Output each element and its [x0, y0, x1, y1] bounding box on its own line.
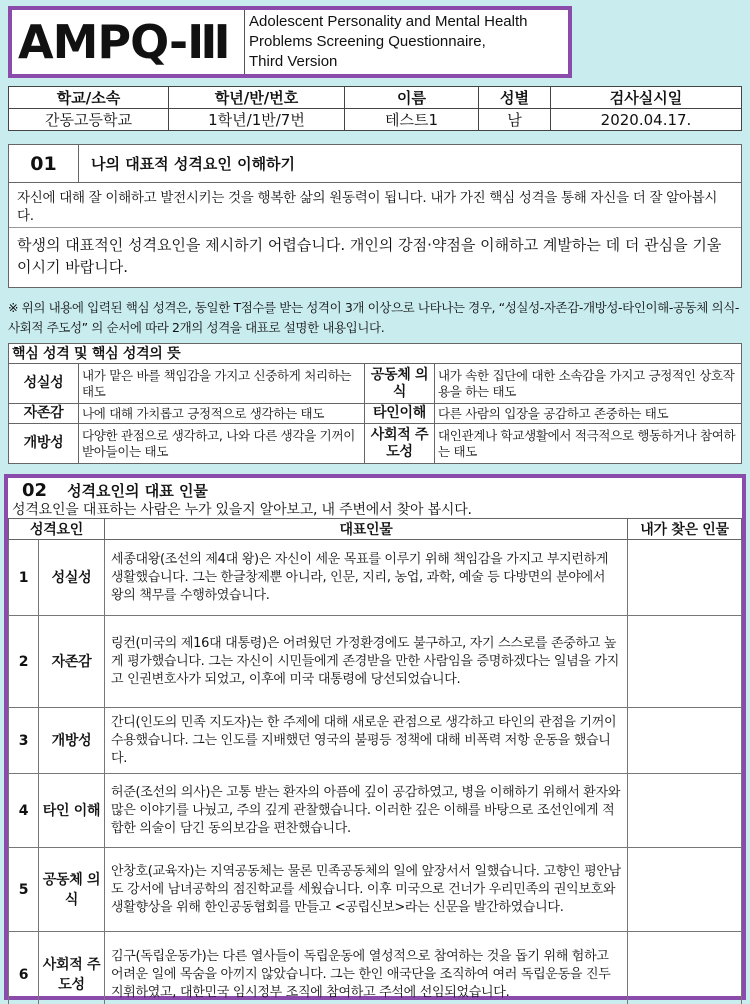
section-01	[8, 144, 742, 288]
section-title: 성격요인의 대표 인물	[67, 481, 208, 500]
row-description: 김구(독립운동가)는 다른 열사들이 독립운동에 열성적으로 참여하는 것을 돕기 위해 험하고 어려운 일에 목숨을 아끼지 않았습니다. 그는 한인 애국단을 조직하여 여러 독립운동을 진두지휘하였고, 대한민국 임시정부 조직에 참여하고 주석에 선임되었습니다.	[105, 932, 628, 1004]
my-person-cell[interactable]	[628, 616, 742, 708]
report-header	[8, 6, 572, 78]
trait-desc: 내가 맡은 바를 책임감을 가지고 신중하게 처리하는 태도	[79, 364, 365, 404]
student-info-table	[8, 86, 742, 131]
row-number: 2	[9, 616, 39, 708]
section-01-intro: 자신에 대해 잘 이해하고 발전시키는 것을 행복한 삶의 원동력이 됩니다. 내가 가진 핵심 성격을 통해 자신을 더 잘 알아봅시다.	[17, 190, 718, 224]
trait-name: 공동체 의식	[365, 364, 435, 404]
core-traits-table	[8, 343, 742, 464]
row-number: 6	[9, 932, 39, 1004]
row-trait: 타인 이해	[39, 774, 105, 848]
trait-desc: 나에 대해 가치롭고 긍정적으로 생각하는 태도	[79, 404, 365, 424]
row-trait: 자존감	[39, 616, 105, 708]
info-header-school: 학교/소속	[9, 87, 169, 109]
subtitle-line: Adolescent Personality and Mental Health	[249, 13, 528, 30]
info-header-class: 학년/반/번호	[169, 87, 345, 109]
my-person-cell[interactable]	[628, 540, 742, 616]
table-row	[9, 848, 742, 932]
subtitle-line: Third Version	[249, 53, 338, 70]
row-number: 4	[9, 774, 39, 848]
info-school: 간동고등학교	[9, 109, 169, 131]
trait-desc: 내가 속한 집단에 대한 소속감을 가지고 긍정적인 상호작용을 하는 태도	[435, 364, 742, 404]
row-description: 허준(조선의 의사)은 고통 받는 환자의 아픔에 깊이 공감하였고, 병을 이해하기 위해서 환자와 많은 이야기를 나눴고, 주의 깊게 관찰했습니다. 이러한 깊은 이해를 바탕으로 조선인에게 적합한 의술이 담긴 동의보감을 편찬했습니다.	[105, 774, 628, 848]
info-name: 테스트1	[345, 109, 479, 131]
row-number: 3	[9, 708, 39, 774]
table-row	[9, 616, 742, 708]
col-header-person: 대표인물	[105, 519, 628, 540]
my-person-cell[interactable]	[628, 774, 742, 848]
representative-people-table	[8, 518, 742, 1004]
row-description: 세종대왕(조선의 제4대 왕)은 자신이 세운 목표를 이루기 위해 책임감을 가지고 부지런하게 생활했습니다. 그는 한글창제뿐 아니라, 인문, 지리, 농업, 과학, 예술 등 다방면의 분야에서 왕의 책무를 수행하였습니다.	[105, 540, 628, 616]
row-trait: 개방성	[39, 708, 105, 774]
table-row	[9, 708, 742, 774]
section-01-title-bar	[9, 145, 741, 183]
subtitle-line: Problems Screening Questionnaire,	[249, 33, 486, 50]
section-02-intro: 성격요인을 대표하는 사람은 누가 있을지 알아보고, 내 주변에서 찾아 봅시다.	[12, 502, 472, 518]
row-description: 간디(인도의 민족 지도자)는 한 주제에 대해 새로운 관점으로 생각하고 타인의 관점을 기꺼이 수용했습니다. 그는 인도를 지배했던 영국의 불평등 정책에 대해 비폭력 저항 운동을 했습니다.	[105, 708, 628, 774]
my-person-cell[interactable]	[628, 932, 742, 1004]
info-class: 1학년/1반/7번	[169, 109, 345, 131]
table-row	[9, 774, 742, 848]
col-header-trait: 성격요인	[9, 519, 105, 540]
my-person-cell[interactable]	[628, 708, 742, 774]
row-number: 5	[9, 848, 39, 932]
section-title: 나의 대표적 성격요인 이해하기	[91, 155, 296, 173]
col-header-my-person: 내가 찾은 인물	[628, 519, 742, 540]
trait-desc: 다른 사람의 입장을 공감하고 존중하는 태도	[435, 404, 742, 424]
my-person-cell[interactable]	[628, 848, 742, 932]
section-02	[4, 474, 746, 1000]
info-date: 2020.04.17.	[551, 109, 742, 131]
footnote: ※ 위의 내용에 입력된 핵심 성격은, 동일한 T점수를 받는 성격이 3개 이상으로 나타나는 경우, “성실성-자존감-개방성-타인이해-공동체 의식-사회적 주도성” 의 순서에 따라 2개의 성격을 대표로 설명한 내용입니다.	[8, 300, 740, 335]
trait-desc: 다양한 관점으로 생각하고, 나와 다른 생각을 기꺼이 받아들이는 태도	[79, 424, 365, 464]
trait-desc: 대인관계나 학교생활에서 적극적으로 행동하거나 참여하는 태도	[435, 424, 742, 464]
trait-name: 개방성	[9, 424, 79, 464]
info-gender: 남	[479, 109, 551, 131]
traits-heading: 핵심 성격 및 핵심 성격의 뜻	[9, 344, 742, 364]
trait-name: 자존감	[9, 404, 79, 424]
section-01-result: 학생의 대표적인 성격요인을 제시하기 어렵습니다. 개인의 강점·약점을 이해하고 계발하는 데 더 관심을 기울이시기 바랍니다.	[9, 227, 741, 284]
info-header-gender: 성별	[479, 87, 551, 109]
row-number: 1	[9, 540, 39, 616]
row-description: 안창호(교육자)는 지역공동체는 물론 민족공동체의 일에 앞장서서 일했습니다. 고향인 평안남도 강서에 남녀공학의 점진학교를 세웠습니다. 이후 미국으로 건너가 우리민족의 권익보호와 생활향상을 위해 한인공동협회를 만들고 <공립신보>라는 신문을 발간하였습니다.	[105, 848, 628, 932]
row-trait: 공동체 의식	[39, 848, 105, 932]
trait-name: 성실성	[9, 364, 79, 404]
section-number: 02	[22, 479, 48, 501]
row-description: 링컨(미국의 제16대 대통령)은 어려웠던 가정환경에도 불구하고, 자기 스스로를 존중하고 높게 평가했습니다. 그는 자신이 시민들에게 존경받을 만한 사람임을 증명하겠다는 일념을 가지고 인권변호사가 되었고, 이후에 미국 대통령에 당선되었습니다.	[105, 616, 628, 708]
table-row	[9, 932, 742, 1004]
info-header-name: 이름	[345, 87, 479, 109]
trait-name: 사회적 주도성	[365, 424, 435, 464]
row-trait: 사회적 주도성	[39, 932, 105, 1004]
section-02-title-bar	[8, 478, 742, 502]
header-subtitle	[244, 10, 568, 74]
row-trait: 성실성	[39, 540, 105, 616]
ampq-logo: AMPQ-Ⅲ	[18, 15, 230, 69]
trait-name: 타인이해	[365, 404, 435, 424]
info-header-date: 검사실시일	[551, 87, 742, 109]
table-row	[9, 540, 742, 616]
section-number: 01	[9, 145, 79, 183]
